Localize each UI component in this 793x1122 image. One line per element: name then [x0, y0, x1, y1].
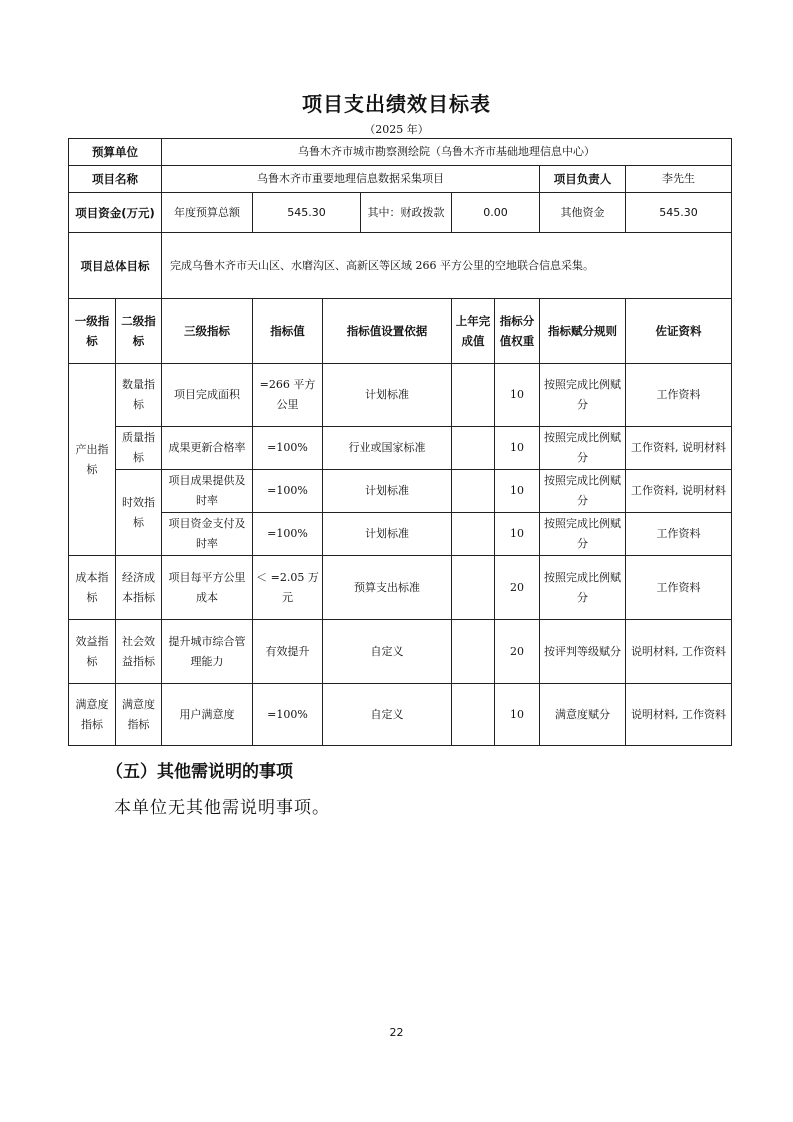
cell-value: =100% [253, 684, 323, 746]
page-number: 22 [389, 1026, 404, 1039]
cell-evidence: 工作资料, 说明材料 [626, 470, 732, 513]
cell-evidence: 说明材料, 工作资料 [626, 684, 732, 746]
header-basis: 指标值设置依据 [323, 299, 452, 364]
section-note: 本单位无其他需说明事项。 [114, 798, 330, 818]
leader-value: 李先生 [626, 166, 732, 193]
unit-row [69, 139, 732, 166]
cell-last [452, 684, 495, 746]
cell-l2: 满意度指标 [116, 684, 162, 746]
cell-weight: 10 [495, 364, 540, 427]
cell-value: =266 平方公里 [253, 364, 323, 427]
cell-l3: 项目每平方公里成本 [162, 556, 253, 620]
cell-rule: 按照完成比例赋分 [540, 556, 626, 620]
table-row [69, 620, 732, 684]
cell-weight: 10 [495, 427, 540, 470]
cell-l3: 项目资金支付及时率 [162, 513, 253, 556]
section-heading: （五）其他需说明的事项 [106, 762, 293, 782]
table-row [69, 364, 732, 427]
cell-basis: 预算支出标准 [323, 556, 452, 620]
cell-value: 有效提升 [253, 620, 323, 684]
fiscal-label: 其中：财政拨款 [361, 193, 452, 233]
table-row [69, 684, 732, 746]
cell-weight: 10 [495, 684, 540, 746]
header-rule: 指标赋分规则 [540, 299, 626, 364]
cell-l2: 经济成本指标 [116, 556, 162, 620]
performance-table [68, 138, 732, 746]
cell-basis: 计划标准 [323, 364, 452, 427]
cell-weight: 20 [495, 556, 540, 620]
project-label: 项目名称 [69, 166, 162, 193]
fund-row [69, 193, 732, 233]
cell-last [452, 364, 495, 427]
other-label: 其他资金 [540, 193, 626, 233]
cell-evidence: 工作资料 [626, 513, 732, 556]
cell-weight: 10 [495, 470, 540, 513]
annual-label: 年度预算总额 [162, 193, 253, 233]
cell-l2: 质量指标 [116, 427, 162, 470]
cell-evidence: 工作资料 [626, 556, 732, 620]
header-l1: 一级指标 [69, 299, 116, 364]
cell-last [452, 620, 495, 684]
cell-l1: 效益指标 [69, 620, 116, 684]
header-evidence: 佐证资料 [626, 299, 732, 364]
cell-last [452, 427, 495, 470]
page-title: 项目支出绩效目标表 [302, 92, 491, 116]
cell-value: ＜ =2.05 万元 [253, 556, 323, 620]
cell-rule: 按照完成比例赋分 [540, 364, 626, 427]
project-row [69, 166, 732, 193]
cell-evidence: 工作资料, 说明材料 [626, 427, 732, 470]
cell-l3: 成果更新合格率 [162, 427, 253, 470]
cell-rule: 按照完成比例赋分 [540, 427, 626, 470]
cell-l1: 满意度指标 [69, 684, 116, 746]
cell-value: =100% [253, 427, 323, 470]
cell-rule: 按照完成比例赋分 [540, 513, 626, 556]
goal-value: 完成乌鲁木齐市天山区、水磨沟区、高新区等区域 266 平方公里的空地联合信息采集。 [162, 233, 732, 299]
cell-last [452, 556, 495, 620]
cell-value: =100% [253, 513, 323, 556]
annual-value: 545.30 [253, 193, 361, 233]
table-row [69, 513, 732, 556]
cell-last [452, 513, 495, 556]
header-weight: 指标分值权重 [495, 299, 540, 364]
header-value: 指标值 [253, 299, 323, 364]
goal-row [69, 233, 732, 299]
header-row [69, 299, 732, 364]
cell-l3: 项目完成面积 [162, 364, 253, 427]
table-row [69, 427, 732, 470]
cell-weight: 10 [495, 513, 540, 556]
cell-last [452, 470, 495, 513]
table-row [69, 556, 732, 620]
cell-l3: 用户满意度 [162, 684, 253, 746]
fiscal-value: 0.00 [452, 193, 540, 233]
cell-basis: 计划标准 [323, 513, 452, 556]
cell-basis: 行业或国家标准 [323, 427, 452, 470]
cell-basis: 自定义 [323, 620, 452, 684]
fund-label: 项目资金(万元) [69, 193, 162, 233]
unit-label: 预算单位 [69, 139, 162, 166]
header-l2: 二级指标 [116, 299, 162, 364]
cell-l2: 社会效益指标 [116, 620, 162, 684]
cell-l3: 提升城市综合管理能力 [162, 620, 253, 684]
other-value: 545.30 [626, 193, 732, 233]
cell-rule: 按评判等级赋分 [540, 620, 626, 684]
cell-l1: 成本指标 [69, 556, 116, 620]
cell-rule: 满意度赋分 [540, 684, 626, 746]
cell-l2: 数量指标 [116, 364, 162, 427]
cell-l3: 项目成果提供及时率 [162, 470, 253, 513]
header-last: 上年完成值 [452, 299, 495, 364]
cell-basis: 计划标准 [323, 470, 452, 513]
goal-label: 项目总体目标 [69, 233, 162, 299]
cell-evidence: 说明材料, 工作资料 [626, 620, 732, 684]
table-row [69, 470, 732, 513]
leader-label: 项目负责人 [540, 166, 626, 193]
year-label: （2025 年） [364, 123, 429, 136]
cell-weight: 20 [495, 620, 540, 684]
cell-l2: 时效指标 [116, 470, 162, 556]
header-l3: 三级指标 [162, 299, 253, 364]
unit-value: 乌鲁木齐市城市勘察测绘院（乌鲁木齐市基础地理信息中心） [162, 139, 732, 166]
cell-value: =100% [253, 470, 323, 513]
project-value: 乌鲁木齐市重要地理信息数据采集项目 [162, 166, 540, 193]
cell-basis: 自定义 [323, 684, 452, 746]
cell-evidence: 工作资料 [626, 364, 732, 427]
cell-rule: 按照完成比例赋分 [540, 470, 626, 513]
cell-l1: 产出指标 [69, 364, 116, 556]
